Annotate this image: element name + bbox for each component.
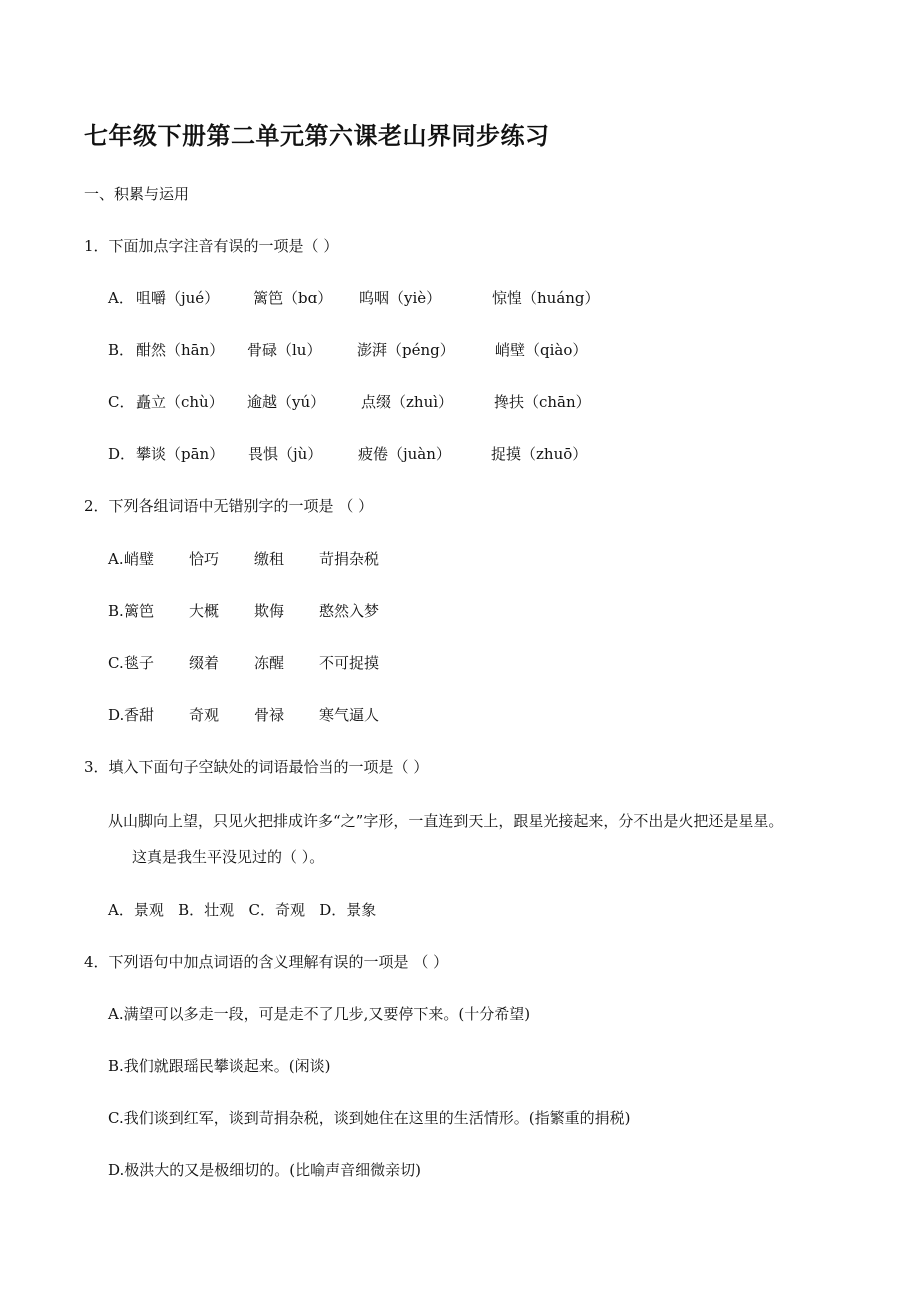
q3-passage-line-1: 从山脚向上望，只见火把排成许多“之”字形，一直连到天上，跟星光接起来，分不出是火把还是星星。 [108,812,784,830]
option-item: 畏惧（jù） [248,445,323,463]
option-item: 憨然入梦 [319,602,380,620]
option-item: 香甜 [124,706,155,724]
option-label: A. [108,550,124,568]
q3-choices: A．景观 B．壮观 C．奇观 D．景象 [108,901,377,919]
option-item: 咀嚼（jué） [136,289,220,307]
question-2-stem: 2．下列各组词语中无错别字的一项是 （ ） [84,497,374,515]
option-item: 毯子 [124,654,155,672]
option-item: 峭壁（qiào） [495,341,588,359]
q4-option-b: B.我们就跟瑶民攀谈起来。(闲谈) [108,1057,331,1075]
option-item: 惊惶（huáng） [492,289,600,307]
question-1-stem: 1．下面加点字注音有误的一项是（ ） [84,237,339,255]
option-item: 捉摸（zhuō） [491,445,588,463]
document-title: 七年级下册第二单元第六课老山界同步练习 [84,121,550,150]
option-item: 缴租 [254,550,285,568]
option-label: A． [108,289,134,307]
q4-option-c: C.我们谈到红军，谈到苛捐杂税，谈到她住在这里的生活情形。(指繁重的捐税) [108,1109,631,1127]
option-label: B. [108,602,124,620]
option-label: D． [108,445,136,463]
option-item: 冻醒 [254,654,285,672]
section-heading: 一、积累与运用 [84,185,190,203]
option-item: 点缀（zhuì） [361,393,454,411]
q4-option-d: D.极洪大的又是极细切的。(比喻声音细微亲切) [108,1161,421,1179]
option-item: 篱笆 [124,602,155,620]
option-item: 疲倦（juàn） [358,445,451,463]
q4-option-a: A.满望可以多走一段，可是走不了几步,又要停下来。(十分希望) [108,1005,531,1023]
option-label: C． [108,393,135,411]
option-item: 恰巧 [189,550,220,568]
question-3-stem: 3．填入下面句子空缺处的词语最恰当的一项是（ ） [84,758,429,776]
question-4-stem: 4．下列语句中加点词语的含义理解有误的一项是 （ ） [84,953,449,971]
option-item: 逾越（yú） [247,393,326,411]
option-item: 苛捐杂税 [319,550,380,568]
option-item: 搀扶（chān） [494,393,591,411]
option-label: D. [108,706,125,724]
q3-passage-line-2: 这真是我生平没见过的（ ）。 [132,848,325,866]
option-item: 攀谈（pān） [136,445,225,463]
option-label: B． [108,341,135,359]
option-item: 缀着 [189,654,220,672]
option-item: 大概 [189,602,220,620]
option-label: C. [108,654,124,672]
option-item: 澎湃（péng） [357,341,455,359]
option-item: 骨禄 [254,706,285,724]
option-item: 奇观 [189,706,220,724]
option-item: 寒气逼人 [319,706,380,724]
option-item: 酣然（hān） [136,341,225,359]
option-item: 峭璧 [124,550,155,568]
option-item: 骨碌（lu） [247,341,322,359]
option-item: 不可捉摸 [319,654,380,672]
option-item: 呜咽（yiè） [359,289,442,307]
option-item: 欺侮 [254,602,285,620]
option-item: 篱笆（bɑ） [253,289,333,307]
option-item: 矗立（chù） [136,393,224,411]
